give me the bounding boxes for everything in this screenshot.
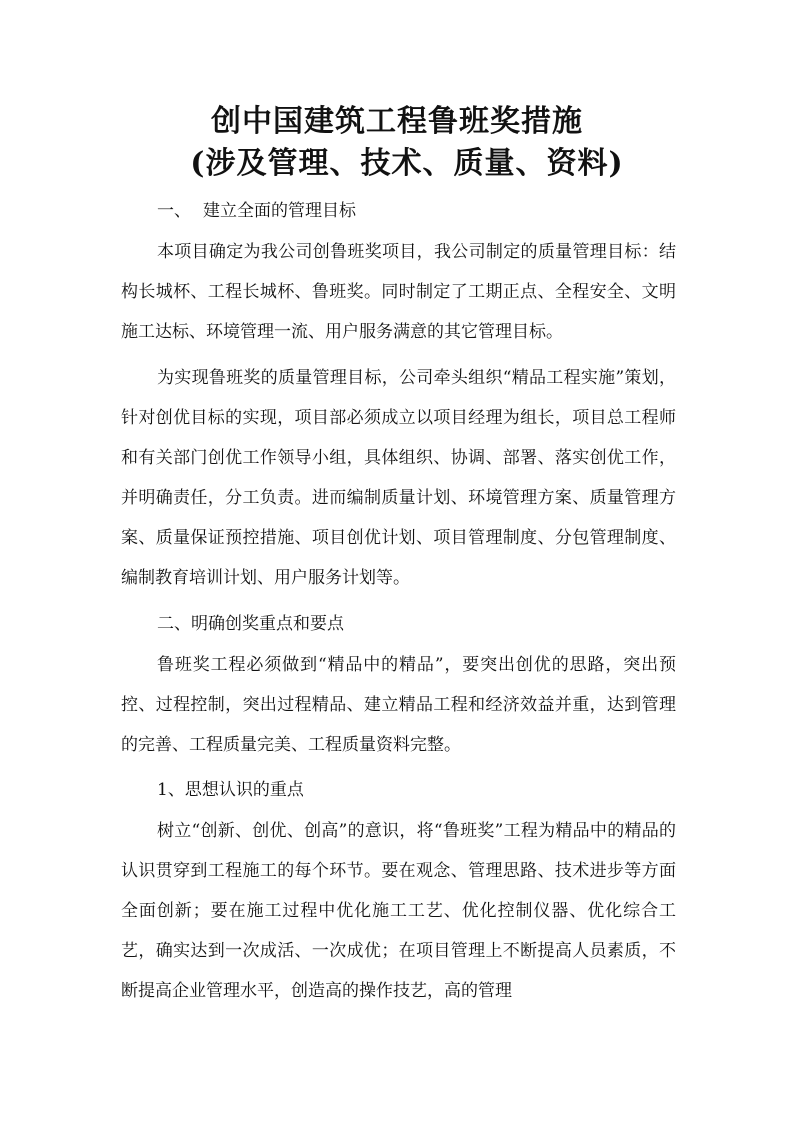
subsection-1-heading: 1、思想认识的重点 (157, 780, 304, 800)
section-1-heading (157, 199, 356, 223)
section-2-heading: 二、明确创奖重点和要点 (157, 614, 344, 634)
section-2-paragraph: 鲁班奖工程必须做到“精品中的精品”，要突出创优的思路，突出预控、过程控制，突出过程精品、建立精品工程和经济效益并重，达到管理的完善、工程质量完美、工程质量资料完整。 (121, 655, 676, 755)
section-1-number: 一、 (157, 201, 191, 221)
section-1-heading-text: 建立全面的管理目标 (203, 201, 356, 221)
section-1-paragraph-1: 本项目确定为我公司创鲁班奖项目，我公司制定的质量管理目标：结构长城杯、工程长城杯、鲁班奖。同时制定了工期正点、全程安全、文明施工达标、环境管理一流、用户服务满意的其它管理目标。 (121, 242, 676, 342)
document-subtitle: (涉及管理、技术、质量、资料) (190, 146, 624, 181)
document-title: 创中国建筑工程鲁班奖措施 (211, 104, 583, 139)
section-1-paragraph-2: 为实现鲁班奖的质量管理目标，公司牵头组织“精品工程实施”策划，针对创优目标的实现，项目部必须成立以项目经理为组长，项目总工程师和有关部门创优工作领导小组，具体组织、协调、部署、落实创优工作，并明确责任，分工负责。进而编制质量计划、环境管理方案、质量管理方案、质量保证预控措施、项目创优计划、项目管理制度、分包管理制度、编制教育培训计划、用户服务计划等。 (121, 368, 676, 588)
subsection-1-paragraph: 树立“创新、创优、创高”的意识，将“鲁班奖”工程为精品中的精品的认识贯穿到工程施工的每个环节。要在观念、管理思路、技术进步等方面全面创新；要在施工过程中优化施工工艺、优化控制仪器、优化综合工艺，确实达到一次成活、一次成优；在项目管理上不断提高人员素质，不断提高企业管理水平，创造高的操作技艺，高的管理 (121, 821, 676, 1001)
